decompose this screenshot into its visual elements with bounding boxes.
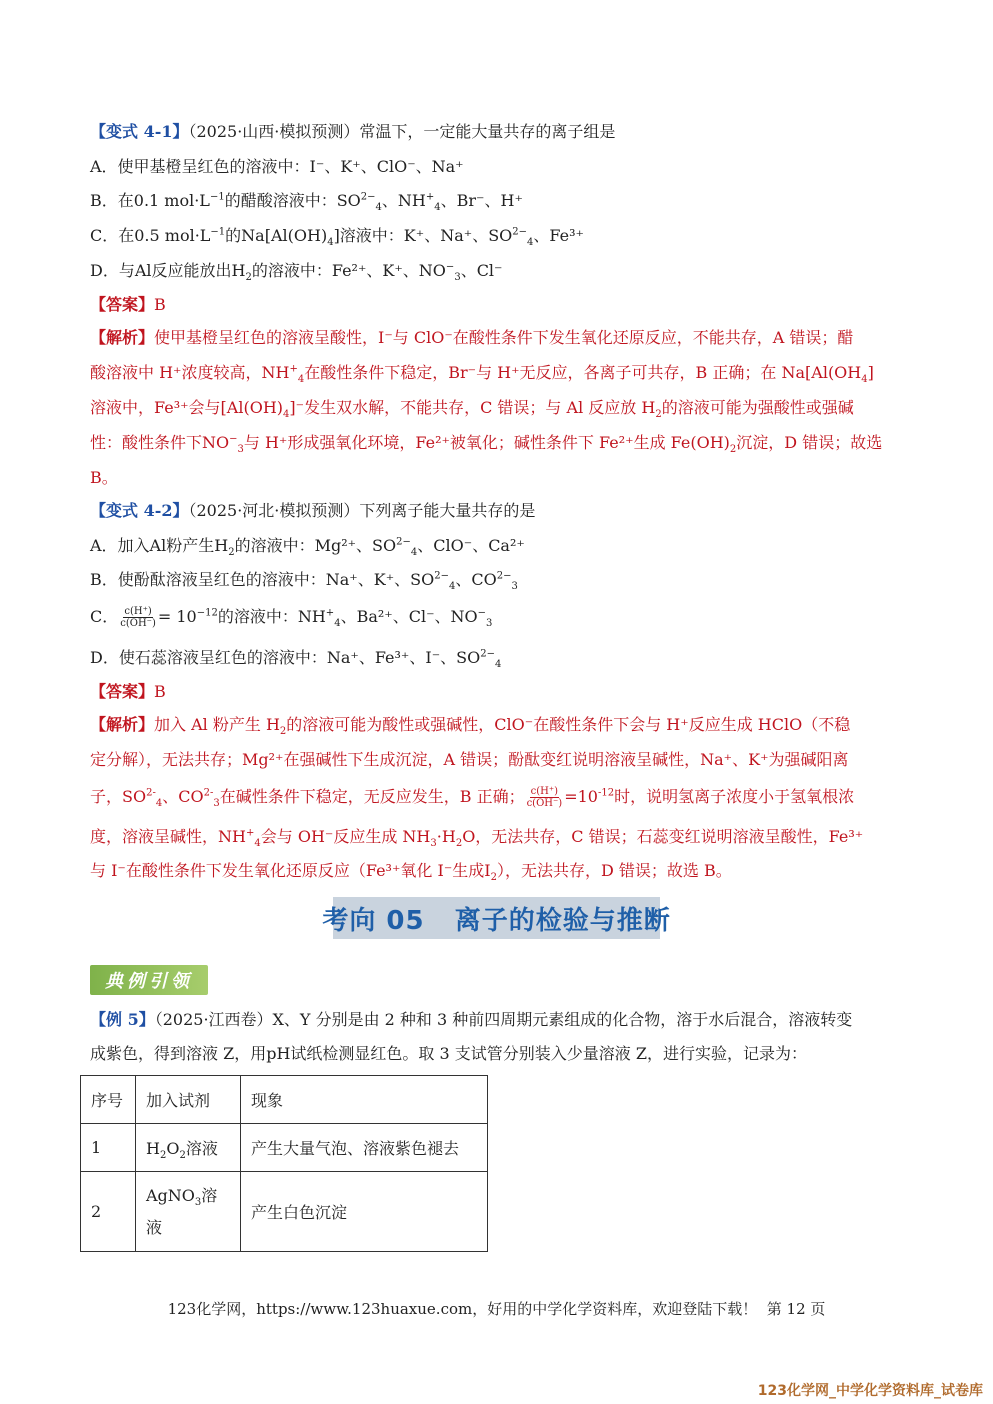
q42-analysis-text-4a: 度，溶液呈碱性，NH bbox=[90, 827, 246, 846]
q42-option-c-numerator: c(H⁺) bbox=[124, 606, 152, 617]
q42-option-d-text: D．使石蕊溶液呈红色的溶液中：Na⁺、Fe³⁺、I⁻、SO bbox=[90, 648, 481, 667]
q41-analysis-line-2: 酸溶液中 H⁺浓度较高，$NH^+_4$在酸性条件下稳定，Br⁻与 H⁺无反应，各离子可共存，B 正确；在 $Na[Al(OH_4]$ bbox=[90, 363, 874, 386]
q42-option-c: C． $\frac{c(H^+)}{c(OH^-)}$ = $10^{-12}$的溶液中：$NH^+_4$、Ba²⁺、Cl⁻、$NO^-_3$ bbox=[90, 606, 493, 630]
table-row bbox=[81, 1172, 488, 1252]
q41-option-b: B．在0.1 $mol\cdot L^{-1}$的醋酸溶液中：$SO^{2-}_4$、$NH^+_4$、Br⁻、H⁺ bbox=[90, 191, 523, 214]
q42-option-b-text: B．使酚酞溶液呈红色的溶液中：Na⁺、K⁺、SO bbox=[90, 570, 435, 589]
q42-option-d: D．使石蕊溶液呈红色的溶液中：Na⁺、Fe³⁺、I⁻、$SO^{2-}_4$ bbox=[90, 648, 502, 671]
q41-analysis-text-2c: ] bbox=[867, 363, 874, 382]
q41-analysis-text-5: B。 bbox=[90, 468, 118, 487]
q42-analysis-text-3e: 时，说明氢离子浓度小于氢氧根浓 bbox=[614, 787, 855, 806]
q42-analysis-text-4d: O，无法共存，C 错误；石蕊变红说明溶液呈酸性，Fe³⁺ bbox=[462, 827, 864, 846]
q42-analysis-line-5: 与 I⁻在酸性条件下发生氧化还原反应（Fe³⁺氧化 I⁻生成$I_2$），无法共存，D 错误；故选 B。 bbox=[90, 861, 732, 884]
q42-answer-label: 【答案】 bbox=[90, 682, 155, 701]
q42-stem: 下列离子能大量共存的是 bbox=[359, 501, 536, 520]
q42-analysis-line-1: 【解析】加入 Al 粉产生 $H_2$的溶液可能为酸性或强碱性，ClO⁻在酸性条件下会与 H⁺反应生成 HClO（不稳 bbox=[90, 715, 851, 738]
q42-option-c-text3: 的溶液中：NH bbox=[217, 607, 326, 626]
q42-analysis-numerator: c(H⁺) bbox=[530, 786, 559, 797]
q42-analysis-denominator: c(OH⁻) bbox=[526, 798, 563, 809]
q42-analysis-line-4: 度，溶液呈碱性，$NH^+_4$会与 OH⁻反应生成 $NH_3\cdot H_2O$，无法共存，C 错误；石蕊变红说明溶液呈酸性，Fe³⁺ bbox=[90, 827, 864, 850]
q42-option-a: A．加入Al粉产生$H_2$的溶液中：Mg²⁺、$SO^{2-}_4$、ClO⁻、Ca²⁺ bbox=[90, 536, 525, 559]
ex5-text-2: 成紫色，得到溶液 Z，用pH试纸检测显红色。取 3 支试管分别装入少量溶液 Z，进行实验，记录为： bbox=[90, 1044, 807, 1063]
q42-analysis-exponent: -12 bbox=[597, 787, 615, 799]
table-header-cell: 现象 bbox=[241, 1076, 488, 1124]
q41-option-c: C．在0.5 $mol\cdot L^{-1}$的$Na[Al(OH)_4]$溶液中：K⁺、Na⁺、$SO^{2-}_4$、Fe³⁺ bbox=[90, 226, 584, 249]
q42-option-c-exponent: −12 bbox=[196, 607, 218, 619]
q41-answer-label: 【答案】 bbox=[90, 295, 155, 314]
q41-answer-value: B bbox=[154, 295, 166, 314]
q41-analysis-text-3a: 溶液中，Fe³⁺会与[Al(OH) bbox=[90, 398, 284, 417]
q41-analysis-line-4: 性：酸性条件下$NO^-_3$与 H⁺形成强氧化环境，Fe²⁺被氧化；碱性条件下 Fe²⁺生成 $Fe(OH)_2$沉淀，D 错误；故选 bbox=[90, 433, 883, 456]
reagent-text: H bbox=[146, 1139, 160, 1158]
q42-option-b-text2: 、CO bbox=[455, 570, 497, 589]
q41-analysis-text-2b: 在酸性条件下稳定，Br⁻与 H⁺无反应，各离子可共存，B 正确；在 Na[Al(OH bbox=[304, 363, 862, 382]
q42-option-a-text3: 、ClO⁻、Ca²⁺ bbox=[417, 536, 525, 555]
q41-option-c-text2: 的Na[Al(OH) bbox=[225, 226, 328, 245]
q41-analysis-line-5 bbox=[90, 467, 118, 489]
q42-option-b: B．使酚酞溶液呈红色的溶液中：Na⁺、K⁺、$SO^{2-}_4$、$CO^{2-}_3$ bbox=[90, 570, 518, 593]
q41-analysis-line-1 bbox=[90, 327, 853, 349]
q41-option-d-text: D．与Al反应能放出H bbox=[90, 261, 246, 280]
reagent-text3: 液 bbox=[146, 1217, 163, 1237]
q42-option-c-fraction bbox=[120, 606, 156, 629]
q42-analysis-text-3a: 子，SO bbox=[90, 787, 147, 806]
reagent-text2: O bbox=[166, 1139, 180, 1158]
page-footer: 123化学网，https://www.123huaxue.com，好用的中学化学资料库，欢迎登陆下载！ 第 12 页 bbox=[167, 1300, 826, 1318]
q41-option-a-text: A．使甲基橙呈红色的溶液中：I⁻、K⁺、ClO⁻、Na⁺ bbox=[90, 157, 464, 176]
q41-option-a bbox=[90, 156, 464, 178]
ex5-source: （2025·江西卷） bbox=[154, 1010, 273, 1029]
table-row bbox=[81, 1124, 488, 1172]
q42-answer-value: B bbox=[154, 682, 166, 701]
table-header-cell: 加入试剂 bbox=[136, 1076, 241, 1124]
q42-analysis-text-5b: ），无法共存，D 错误；故选 B。 bbox=[496, 861, 732, 880]
q41-analysis-text-2a: 酸溶液中 H⁺浓度较高，NH bbox=[90, 363, 290, 382]
table-cell-reagent: AgNO$_3$溶 液 bbox=[136, 1172, 241, 1252]
q42-analysis-fraction bbox=[527, 786, 563, 809]
q41-stem-line bbox=[90, 121, 615, 143]
q41-analysis-line-3: 溶液中，Fe³⁺会与$[Al(OH)_4]^-$发生双水解，不能共存，C 错误；与 Al 反应放 $H_2$的溶液可能为强酸性或强碱 bbox=[90, 398, 854, 421]
q41-source: （2025·山西·模拟预测） bbox=[188, 122, 360, 141]
q42-option-c-text2: = 10 bbox=[157, 607, 197, 626]
q41-analysis-text-3b: ]⁻发生双水解，不能共存，C 错误；与 Al 反应放 H bbox=[289, 398, 656, 417]
table-cell-phenomenon: 产生白色沉淀 bbox=[241, 1172, 488, 1252]
reagent-text: AgNO bbox=[146, 1185, 195, 1205]
q42-analysis-text-5a: 与 I⁻在酸性条件下发生氧化还原反应（Fe³⁺氧化 I⁻生成I bbox=[90, 861, 491, 880]
reagent-text3: 溶液 bbox=[185, 1139, 218, 1158]
q42-option-a-text: A．加入Al粉产生H bbox=[90, 536, 229, 555]
q42-option-a-text2: 的溶液中：Mg²⁺、SO bbox=[234, 536, 397, 555]
q41-analysis-text-4c: 沉淀，D 错误；故选 bbox=[736, 433, 883, 452]
ex5-line-1 bbox=[90, 1009, 852, 1031]
q42-analysis-text-1b: 的溶液可能为酸性或强碱性，ClO⁻在酸性条件下会与 H⁺反应生成 HClO（不稳 bbox=[286, 715, 851, 734]
q41-option-d: D．与Al反应能放出$H_2$的溶液中：Fe²⁺、K⁺、$NO^-_3$、Cl⁻ bbox=[90, 261, 503, 284]
q42-option-c-text4: 、Ba²⁺、Cl⁻、NO bbox=[340, 607, 478, 626]
q41-option-c-text3: ]溶液中：K⁺、Na⁺、SO bbox=[333, 226, 513, 245]
q41-option-b-text2: 的醋酸溶液中：SO bbox=[224, 191, 361, 210]
q41-answer bbox=[90, 294, 166, 316]
q41-option-c-text4: 、Fe³⁺ bbox=[533, 226, 584, 245]
q42-analysis-text-2: 定分解），无法共存；Mg²⁺在强碱性下生成沉淀，A 错误；酚酞变红说明溶液呈碱性，Na⁺、K⁺为强碱阳离 bbox=[90, 750, 849, 769]
table-cell-no: 2 bbox=[81, 1172, 136, 1252]
experiment-table bbox=[80, 1075, 488, 1252]
q42-analysis-text-3c: 在碱性条件下稳定，无反应发生，B 正确； bbox=[219, 787, 525, 806]
q41-analysis-text-3c: 的溶液可能为强酸性或强碱 bbox=[661, 398, 854, 417]
q41-stem: 常温下，一定能大量共存的离子组是 bbox=[359, 122, 616, 141]
q41-option-c-text: C．在0.5 mol·L bbox=[90, 226, 211, 245]
q42-analysis-text-3b: 、CO bbox=[162, 787, 204, 806]
q41-option-b-text3: 、NH bbox=[381, 191, 426, 210]
q41-analysis-label: 【解析】 bbox=[90, 328, 155, 347]
q42-stem-line bbox=[90, 500, 535, 522]
table-cell-reagent: $H_2O_2$溶液 bbox=[136, 1124, 241, 1172]
section-title: 考向 05 离子的检验与推断 bbox=[333, 897, 660, 939]
ex5-tag: 【例 5】 bbox=[90, 1010, 155, 1029]
q42-analysis-text-4c: ·H bbox=[436, 827, 456, 846]
q42-tag: 【变式 4-2】 bbox=[90, 501, 189, 520]
q42-analysis-text-3d: =10 bbox=[564, 787, 598, 806]
q41-option-b-text4: 、Br⁻、H⁺ bbox=[440, 191, 523, 210]
q42-analysis-text-1a: 加入 Al 粉产生 H bbox=[154, 715, 280, 734]
ex5-line-2 bbox=[90, 1043, 807, 1065]
q42-analysis-label: 【解析】 bbox=[90, 715, 155, 734]
q42-source: （2025·河北·模拟预测） bbox=[188, 501, 360, 520]
example-badge: 典例引领 bbox=[90, 965, 208, 995]
q41-option-b-text: B．在0.1 mol·L bbox=[90, 191, 210, 210]
q42-option-c-text: C． bbox=[90, 607, 119, 626]
q41-option-d-text2: 的溶液中：Fe²⁺、K⁺、NO bbox=[251, 261, 446, 280]
table-header-cell: 序号 bbox=[81, 1076, 136, 1124]
q42-answer bbox=[90, 681, 166, 703]
q41-option-d-text3: 、Cl⁻ bbox=[460, 261, 503, 280]
reagent-text2: 溶 bbox=[201, 1185, 218, 1205]
q41-analysis-text-4a: 性：酸性条件下NO bbox=[90, 433, 230, 452]
q41-analysis-text-1: 使甲基橙呈红色的溶液呈酸性，I⁻与 ClO⁻在酸性条件下发生氧化还原反应，不能共存，A 错误；醋 bbox=[154, 328, 854, 347]
q42-analysis-line-3: 子，$SO^{2-}_4$、$CO^{2-}_3$在碱性条件下稳定，无反应发生，B 正确； $\frac{c(H^+)}{c(OH^-)}$ $=10^{-12}$时，说明氢离子浓度小于氢氧根浓 bbox=[90, 786, 855, 810]
q42-analysis-line-2 bbox=[90, 749, 849, 771]
q41-tag: 【变式 4-1】 bbox=[90, 122, 189, 141]
q42-analysis-text-4b: 会与 OH⁻反应生成 NH bbox=[260, 827, 431, 846]
table-header-row bbox=[81, 1076, 488, 1124]
table-cell-no: 1 bbox=[81, 1124, 136, 1172]
table-cell-phenomenon: 产生大量气泡、溶液紫色褪去 bbox=[241, 1124, 488, 1172]
q42-option-c-denominator: c(OH⁻) bbox=[120, 618, 156, 629]
watermark: 123化学网_中学化学资料库_试卷库 bbox=[757, 1383, 983, 1399]
ex5-text-1: X、Y 分别是由 2 种和 3 种前四周期元素组成的化合物，溶于水后混合，溶液转变 bbox=[272, 1010, 853, 1029]
q41-analysis-text-4b: 与 H⁺形成强氧化环境，Fe²⁺被氧化；碱性条件下 Fe²⁺生成 Fe(OH) bbox=[243, 433, 730, 452]
